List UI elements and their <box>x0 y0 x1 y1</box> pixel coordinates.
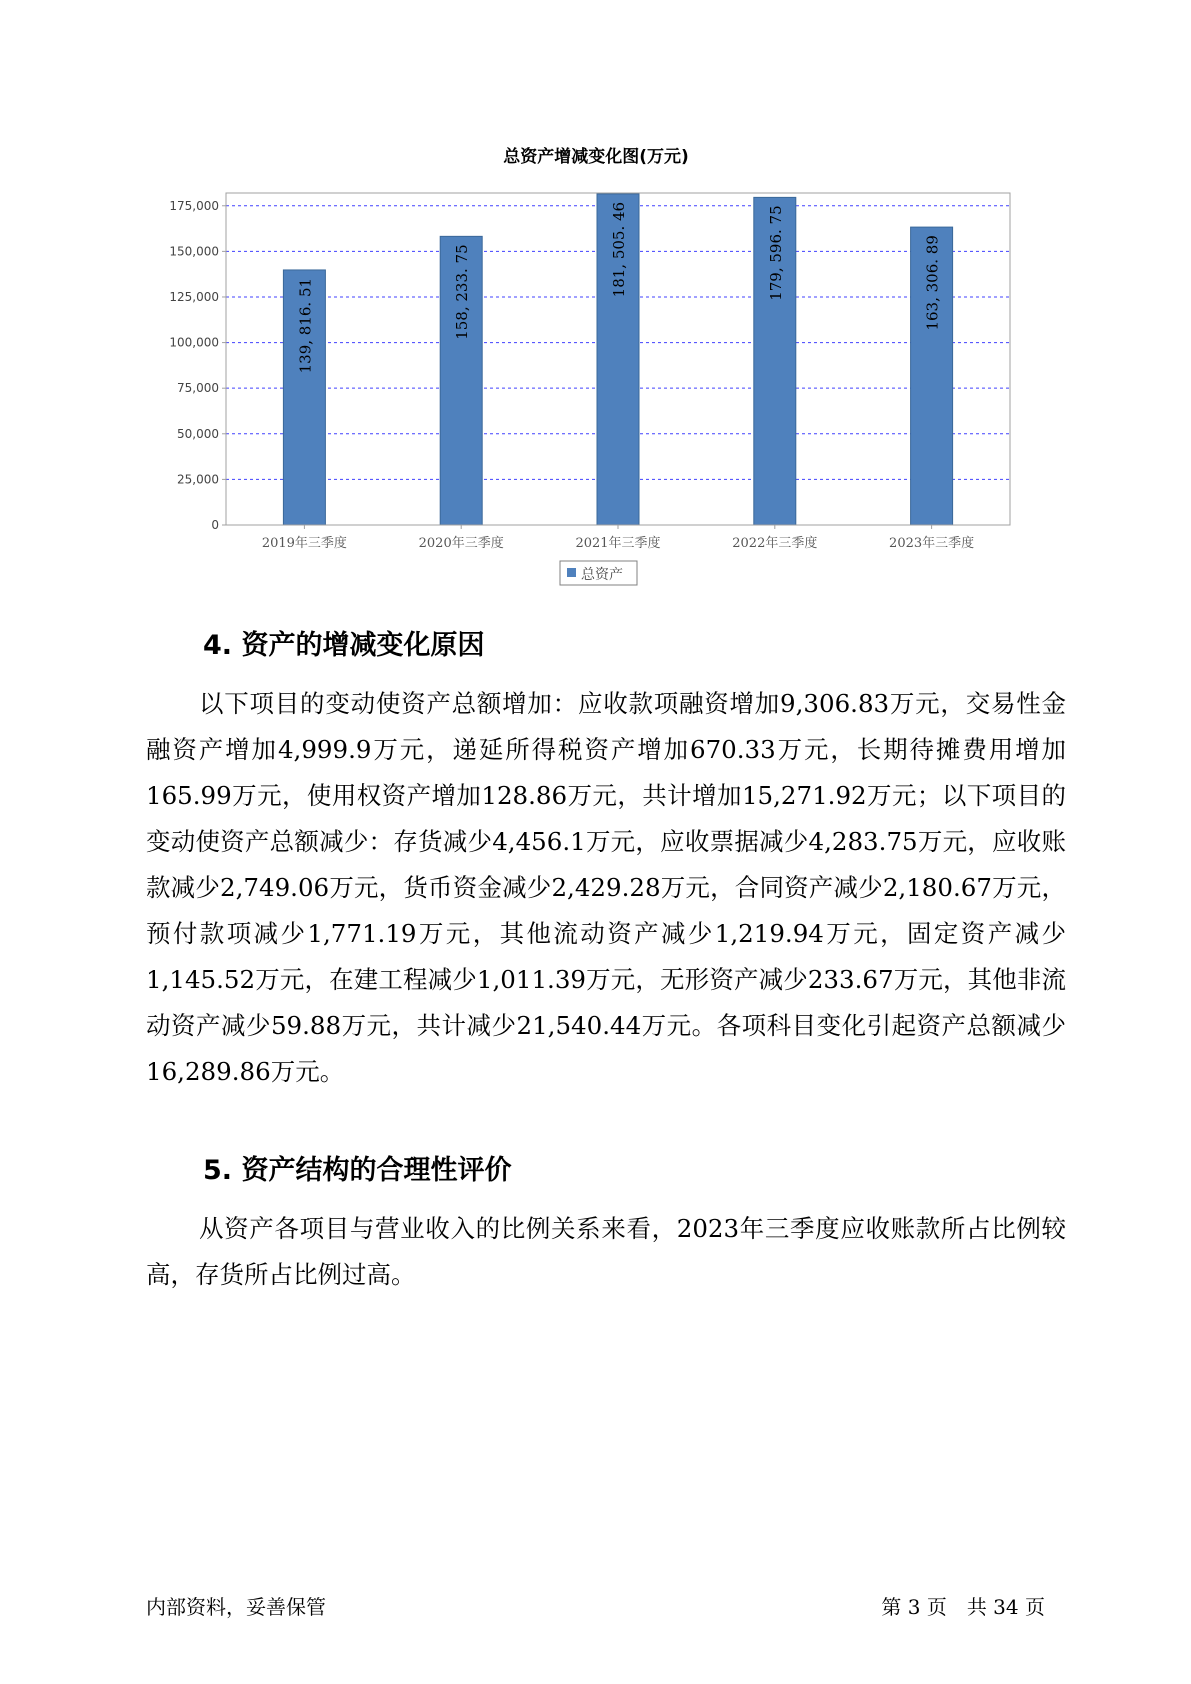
total-assets-bar-chart <box>0 0 1191 600</box>
section5-body: 从资产各项目与营业收入的比例关系来看，2023年三季度应收账款所占比例较高，存货所占比例过高。 <box>146 1214 1066 1289</box>
section4-heading: 4. 资产的增减变化原因 <box>203 630 485 661</box>
x-tick-label: 2022年三季度 <box>732 536 818 551</box>
x-tick-label: 2023年三季度 <box>889 536 975 551</box>
x-tick-label: 2021年三季度 <box>575 536 661 551</box>
bar-value-label: 158, 233. 75 <box>453 244 472 340</box>
chart-title: 总资产增减变化图(万元) <box>503 147 689 167</box>
x-tick-label: 2020年三季度 <box>418 536 504 551</box>
y-tick-label: 75,000 <box>177 381 219 396</box>
x-tick-label: 2019年三季度 <box>261 536 347 551</box>
y-tick-label: 175,000 <box>169 198 219 213</box>
y-tick-label: 50,000 <box>177 426 219 441</box>
y-tick-label: 0 <box>211 518 219 532</box>
bar-value-label: 139, 816. 51 <box>296 277 315 374</box>
y-axis-tick-labels <box>169 199 226 532</box>
legend-swatch <box>567 568 576 577</box>
section5-heading: 5. 资产结构的合理性评价 <box>203 1155 512 1186</box>
y-tick-label: 150,000 <box>169 244 219 259</box>
legend-label: 总资产 <box>581 567 623 583</box>
y-tick-label: 125,000 <box>169 289 219 304</box>
footer-confidential-note: 内部资料，妥善保管 <box>146 1595 326 1619</box>
y-tick-label: 25,000 <box>177 472 219 487</box>
chart-legend <box>560 561 637 585</box>
bar-value-label: 163, 306. 89 <box>923 235 942 331</box>
bar-value-label: 179, 596. 75 <box>766 205 785 301</box>
bar-value-label: 181, 505. 46 <box>610 201 628 298</box>
y-tick-label: 100,000 <box>169 335 219 350</box>
footer-page-number: 第 3 页 共 34 页 <box>881 1595 1045 1619</box>
x-axis-tick-labels <box>262 525 974 551</box>
section4-body: 以下项目的变动使资产总额增加：应收款项融资增加9,306.83万元，交易性金融资产增加4,999.9万元，递延所得税资产增加670.33万元，长期待摊费用增加165.99万元，使用权资产增加128.86万元，共计增加15,271.92万元；以下项目的变动使资产总额减少：存货减少4,456.1万元，应收票据减少4,283.75万元，应收账款减少2,749.06万元，货币资金减少2,429.28万元，合同资产减少2,180.67万元，预付款项减少1,771.19万元，其他流动资产减少1,219.94万元，固定资产减少1,145.52万元，在建工程减少1,011.39万元，无形资产减少233.67万元，其他非流动资产减少59.88万元，共计减少21,540.44万元。各项科目变化引起资产总额减少16,289.86万元。 <box>146 689 1066 1086</box>
